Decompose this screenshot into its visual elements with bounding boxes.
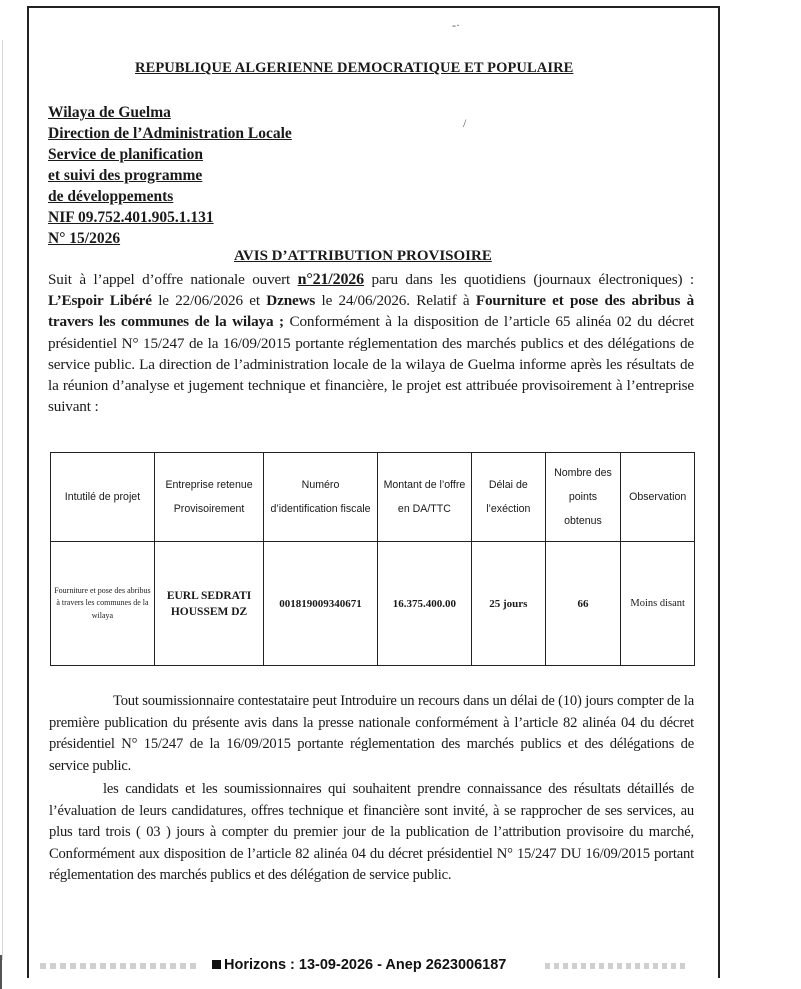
newspaper-name: L’Espoir Libéré: [48, 292, 152, 310]
scan-edge-mark: [0, 955, 2, 989]
cell-amount: 16.375.400.00: [377, 542, 471, 666]
address-line: de développements: [48, 188, 174, 205]
column-header: Nombre des points obtenus: [545, 453, 621, 542]
table-header-row: [51, 453, 695, 542]
notice-title: AVIS D’ATTRIBUTION PROVISOIRE: [234, 248, 492, 264]
address-line: Direction de l’Administration Locale: [48, 125, 292, 142]
cell-delay: 25 jours: [472, 542, 546, 666]
column-header: Intutilé de projet: [51, 453, 155, 542]
column-header: Montant de l’offre en DA/TTC: [377, 453, 471, 542]
newspaper-name: Dznews: [266, 292, 316, 310]
tender-subject: Fourniture et pose des abribus à travers les communes de la wilaya ;: [48, 292, 695, 331]
address-line: NIF 09.752.401.905.1.131: [48, 209, 214, 226]
column-header: Numéro d’identification fiscale: [264, 453, 378, 542]
award-results-table: [50, 452, 695, 666]
faded-print: [545, 963, 685, 969]
scan-speck: /: [463, 116, 467, 130]
footer-text: Horizons : 13-09-2026 - Anep 2623006187: [224, 957, 507, 973]
publication-footer: [212, 957, 506, 973]
republic-heading: REPUBLIQUE ALGERIENNE DEMOCRATIQUE ET POPULAIRE: [135, 60, 574, 76]
consultation-paragraph: les candidats et les soumissionnaires qui souhaitent prendre connaissance des résultats détaillés de l’évaluation de leurs candidatures, offres technique et financière sont invité, à se rapprocher de ses services, au plus tard trois ( 03 ) jours à compter du premier jour de la publication de l’attribution provisoire du marché, Conformément aux disposition de l’article 82 alinéa 04 du décret présidentiel N° 15/247 DU 16/09/2015 portant réglementation des marchés publics et des délégation de service public.: [49, 781, 694, 883]
column-header: Délai de l’exéction: [472, 453, 546, 542]
address-line: N° 15/2026: [48, 230, 121, 247]
table-row: [51, 542, 695, 666]
cell-company: EURL SEDRATI HOUSSEM DZ: [154, 542, 263, 666]
cell-observation: Moins disant: [621, 542, 695, 666]
offer-number: n°21/2026: [297, 271, 365, 288]
cell-nif: 001819009340671: [264, 542, 378, 666]
square-bullet-icon: [212, 960, 221, 969]
address-line: Service de planification: [48, 146, 203, 163]
address-line: et suivi des programme: [48, 167, 203, 184]
issuer-address-block: [48, 102, 292, 249]
appeal-paragraph: Tout soumissionnaire contestataire peut Introduire un recours dans un délai de (10) jours compter de la première publication du présente avis dans la presse nationale conformément à l’article 82 alinéa 04 du décret présidentiel N° 15/247 de la 16/09/2015 portante réglementation des marchés publics et des délégations de service public.: [49, 693, 694, 774]
address-line: Wilaya de Guelma: [48, 104, 171, 121]
cell-project: Fourniture et pose des abribus à travers les communes de la wilaya: [51, 542, 155, 666]
faded-print: [40, 963, 200, 969]
notice-intro: Suit à l’appel d’offre nationale ouvert n°21/2026 paru dans les quotidiens (journaux électroniques) : L’Espoir Libéré le 22/06/2026 et Dznews le 24/06/2026. Relatif à Fourniture et pose des abribus à travers les communes de la wilaya ; Conformément à la disposition de l’article 65 alinéa 02 du décret présidentiel N° 15/247 de la 16/09/2015 portante réglementation des marchés publics et des délégations de service public. La direction de l’administration locale de la wilaya de Guelma informe après les résultats de la réunion d’analyse et jugement technique et financière, le projet est attribuée provisoirement à l’entreprise suivant :: [48, 271, 695, 416]
column-header: Entreprise retenue Provisoirement: [154, 453, 263, 542]
scan-speck: -·: [452, 18, 460, 32]
scan-edge-line: [2, 40, 3, 960]
cell-points: 66: [545, 542, 621, 666]
column-header: Observation: [621, 453, 695, 542]
